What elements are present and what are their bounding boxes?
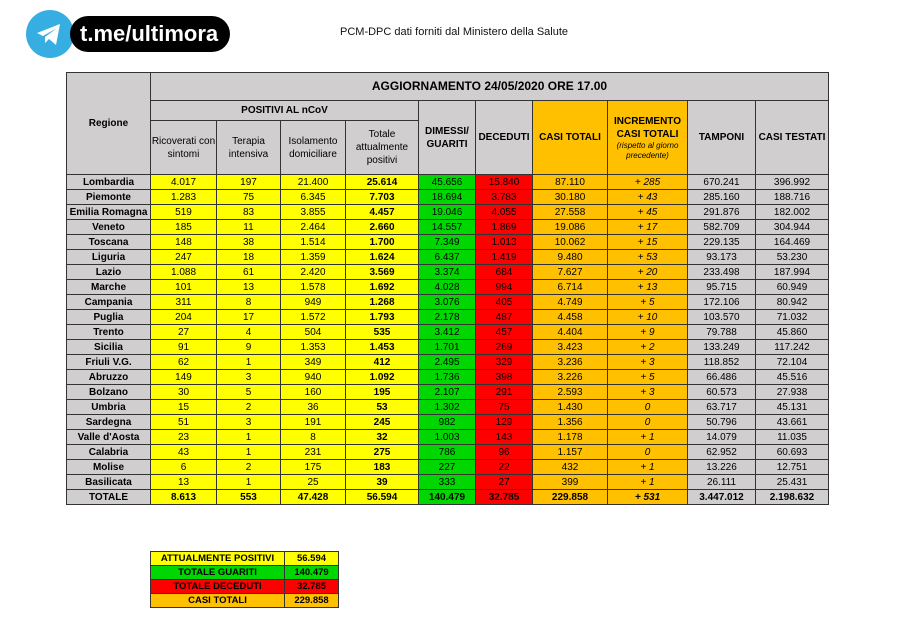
dimessi-cell: 7.349	[419, 235, 476, 250]
tamponi-cell: 229.135	[688, 235, 756, 250]
isolamento-cell: 2.420	[281, 265, 346, 280]
region-name: Toscana	[67, 235, 151, 250]
telegram-icon[interactable]	[26, 10, 74, 58]
isolamento-cell: 3.855	[281, 205, 346, 220]
total-tamponi: 3.447.012	[688, 490, 756, 505]
dimessi-cell: 6.437	[419, 250, 476, 265]
ricoverati-cell: 1.088	[151, 265, 217, 280]
isolamento-cell: 1.572	[281, 310, 346, 325]
deceduti-cell: 75	[476, 400, 533, 415]
region-rows	[67, 175, 829, 490]
totale-positivi-cell: 412	[346, 355, 419, 370]
deceduti-cell: 487	[476, 310, 533, 325]
totale-positivi-cell: 1.624	[346, 250, 419, 265]
ricoverati-cell: 43	[151, 445, 217, 460]
dimessi-cell: 14.557	[419, 220, 476, 235]
isolamento-cell: 8	[281, 430, 346, 445]
totale-positivi-cell: 25.614	[346, 175, 419, 190]
region-name: Basilicata	[67, 475, 151, 490]
isolamento-cell: 940	[281, 370, 346, 385]
totale-positivi-cell: 535	[346, 325, 419, 340]
table-row	[67, 265, 829, 280]
table-row	[67, 280, 829, 295]
casi-totali-cell: 19.086	[533, 220, 608, 235]
tamponi-cell: 79.788	[688, 325, 756, 340]
table-row	[67, 370, 829, 385]
total-deceduti: 32.785	[476, 490, 533, 505]
region-name: Valle d'Aosta	[67, 430, 151, 445]
deceduti-cell: 1.869	[476, 220, 533, 235]
incremento-cell: + 1	[608, 430, 688, 445]
summary-value: 229.858	[285, 594, 339, 608]
total-ricoverati: 8.613	[151, 490, 217, 505]
ricoverati-cell: 27	[151, 325, 217, 340]
region-name: Lazio	[67, 265, 151, 280]
deceduti-cell: 457	[476, 325, 533, 340]
header-casi-totali: CASI TOTALI	[533, 101, 608, 175]
table-row	[67, 355, 829, 370]
casi-testati-cell: 45.516	[756, 370, 829, 385]
casi-totali-cell: 6.714	[533, 280, 608, 295]
dimessi-cell: 4.028	[419, 280, 476, 295]
casi-testati-cell: 60.693	[756, 445, 829, 460]
dimessi-cell: 227	[419, 460, 476, 475]
tamponi-cell: 26.111	[688, 475, 756, 490]
casi-totali-cell: 1.178	[533, 430, 608, 445]
tamponi-cell: 133.249	[688, 340, 756, 355]
header-casi-testati: CASI TESTATI	[756, 101, 829, 175]
isolamento-cell: 1.359	[281, 250, 346, 265]
total-dimessi: 140.479	[419, 490, 476, 505]
total-testati: 2.198.632	[756, 490, 829, 505]
dimessi-cell: 333	[419, 475, 476, 490]
summary-value: 56.594	[285, 552, 339, 566]
summary-label: ATTUALMENTE POSITIVI	[151, 552, 285, 566]
terapia-cell: 9	[217, 340, 281, 355]
ricoverati-cell: 149	[151, 370, 217, 385]
casi-totali-cell: 9.480	[533, 250, 608, 265]
totale-positivi-cell: 4.457	[346, 205, 419, 220]
terapia-cell: 2	[217, 460, 281, 475]
ricoverati-cell: 185	[151, 220, 217, 235]
casi-totali-cell: 1.430	[533, 400, 608, 415]
ricoverati-cell: 23	[151, 430, 217, 445]
deceduti-cell: 684	[476, 265, 533, 280]
casi-testati-cell: 25.431	[756, 475, 829, 490]
table-row	[67, 340, 829, 355]
tamponi-cell: 93.173	[688, 250, 756, 265]
casi-testati-cell: 117.242	[756, 340, 829, 355]
tamponi-cell: 103.570	[688, 310, 756, 325]
region-name: Bolzano	[67, 385, 151, 400]
header-incremento	[608, 101, 688, 175]
casi-testati-cell: 27.938	[756, 385, 829, 400]
isolamento-cell: 25	[281, 475, 346, 490]
deceduti-cell: 4.055	[476, 205, 533, 220]
deceduti-cell: 129	[476, 415, 533, 430]
region-name: Sardegna	[67, 415, 151, 430]
totale-positivi-cell: 3.569	[346, 265, 419, 280]
terapia-cell: 61	[217, 265, 281, 280]
casi-totali-cell: 1.157	[533, 445, 608, 460]
incremento-cell: + 285	[608, 175, 688, 190]
incremento-cell: + 3	[608, 355, 688, 370]
incremento-cell: + 20	[608, 265, 688, 280]
table-row	[67, 295, 829, 310]
casi-totali-cell: 3.226	[533, 370, 608, 385]
dimessi-cell: 786	[419, 445, 476, 460]
summary-table	[150, 551, 339, 608]
terapia-cell: 2	[217, 400, 281, 415]
casi-totali-cell: 399	[533, 475, 608, 490]
total-positivi: 56.594	[346, 490, 419, 505]
table-row	[67, 475, 829, 490]
casi-testati-cell: 60.949	[756, 280, 829, 295]
incremento-cell: + 10	[608, 310, 688, 325]
casi-totali-cell: 2.593	[533, 385, 608, 400]
deceduti-cell: 994	[476, 280, 533, 295]
header-tamponi: TAMPONI	[688, 101, 756, 175]
isolamento-cell: 191	[281, 415, 346, 430]
isolamento-cell: 949	[281, 295, 346, 310]
incremento-cell: + 53	[608, 250, 688, 265]
tamponi-cell: 291.876	[688, 205, 756, 220]
total-row	[67, 490, 829, 505]
isolamento-cell: 504	[281, 325, 346, 340]
dimessi-cell: 3.412	[419, 325, 476, 340]
totale-positivi-cell: 39	[346, 475, 419, 490]
casi-testati-cell: 304.944	[756, 220, 829, 235]
ricoverati-cell: 15	[151, 400, 217, 415]
header-positivi-group: POSITIVI AL nCoV	[151, 101, 419, 121]
tamponi-cell: 233.498	[688, 265, 756, 280]
casi-testati-cell: 43.661	[756, 415, 829, 430]
source-note: PCM-DPC dati forniti dal Ministero della Salute	[340, 26, 569, 38]
table-row	[67, 445, 829, 460]
totale-positivi-cell: 195	[346, 385, 419, 400]
summary-label: TOTALE GUARITI	[151, 566, 285, 580]
ricoverati-cell: 101	[151, 280, 217, 295]
casi-testati-cell: 45.131	[756, 400, 829, 415]
ricoverati-cell: 247	[151, 250, 217, 265]
ricoverati-cell: 519	[151, 205, 217, 220]
casi-totali-cell: 4.404	[533, 325, 608, 340]
incremento-cell: + 17	[608, 220, 688, 235]
casi-testati-cell: 11.035	[756, 430, 829, 445]
isolamento-cell: 1.353	[281, 340, 346, 355]
dimessi-cell: 45.656	[419, 175, 476, 190]
ricoverati-cell: 62	[151, 355, 217, 370]
casi-testati-cell: 45.860	[756, 325, 829, 340]
ricoverati-cell: 13	[151, 475, 217, 490]
region-name: Campania	[67, 295, 151, 310]
summary-row	[151, 566, 339, 580]
dimessi-cell: 1.302	[419, 400, 476, 415]
table-row	[67, 430, 829, 445]
region-name: Emilia Romagna	[67, 205, 151, 220]
ricoverati-cell: 148	[151, 235, 217, 250]
isolamento-cell: 1.578	[281, 280, 346, 295]
terapia-cell: 1	[217, 445, 281, 460]
summary-row	[151, 594, 339, 608]
incremento-cell: 0	[608, 445, 688, 460]
incremento-cell: 0	[608, 415, 688, 430]
isolamento-cell: 6.345	[281, 190, 346, 205]
dimessi-cell: 18.694	[419, 190, 476, 205]
tamponi-cell: 50.796	[688, 415, 756, 430]
totale-positivi-cell: 1.793	[346, 310, 419, 325]
deceduti-cell: 22	[476, 460, 533, 475]
covid-regional-table	[66, 72, 829, 505]
header-deceduti: DECEDUTI	[476, 101, 533, 175]
dimessi-cell: 1.003	[419, 430, 476, 445]
ricoverati-cell: 30	[151, 385, 217, 400]
table-row	[67, 205, 829, 220]
casi-testati-cell: 12.751	[756, 460, 829, 475]
terapia-cell: 1	[217, 430, 281, 445]
ricoverati-cell: 51	[151, 415, 217, 430]
casi-totali-cell: 4.749	[533, 295, 608, 310]
totale-positivi-cell: 1.268	[346, 295, 419, 310]
terapia-cell: 3	[217, 370, 281, 385]
summary-row	[151, 552, 339, 566]
region-name: Marche	[67, 280, 151, 295]
table-row	[67, 175, 829, 190]
tamponi-cell: 582.709	[688, 220, 756, 235]
casi-testati-cell: 53.230	[756, 250, 829, 265]
region-name: Friuli V.G.	[67, 355, 151, 370]
casi-totali-cell: 87.110	[533, 175, 608, 190]
header-terapia: Terapia intensiva	[217, 121, 281, 175]
region-name: Lombardia	[67, 175, 151, 190]
dimessi-cell: 2.178	[419, 310, 476, 325]
tamponi-cell: 14.079	[688, 430, 756, 445]
tamponi-cell: 13.226	[688, 460, 756, 475]
isolamento-cell: 1.514	[281, 235, 346, 250]
casi-totali-cell: 7.627	[533, 265, 608, 280]
incremento-cell: + 3	[608, 385, 688, 400]
casi-totali-cell: 4.458	[533, 310, 608, 325]
header-totale-positivi: Totale attualmente positivi	[346, 121, 419, 175]
total-casi: 229.858	[533, 490, 608, 505]
deceduti-cell: 1.013	[476, 235, 533, 250]
deceduti-cell: 96	[476, 445, 533, 460]
incremento-cell: + 43	[608, 190, 688, 205]
table-row	[67, 220, 829, 235]
header-ricoverati: Ricoverati con sintomi	[151, 121, 217, 175]
terapia-cell: 1	[217, 475, 281, 490]
terapia-cell: 83	[217, 205, 281, 220]
table-row	[67, 325, 829, 340]
isolamento-cell: 36	[281, 400, 346, 415]
terapia-cell: 197	[217, 175, 281, 190]
incremento-cell: + 9	[608, 325, 688, 340]
header-incremento-note: (rispetto al giorno precedente)	[616, 140, 679, 160]
region-name: Trento	[67, 325, 151, 340]
table-row	[67, 415, 829, 430]
region-name: Piemonte	[67, 190, 151, 205]
total-incremento: + 531	[608, 490, 688, 505]
header-dimessi: DIMESSI/ GUARITI	[419, 101, 476, 175]
totale-positivi-cell: 275	[346, 445, 419, 460]
casi-testati-cell: 396.992	[756, 175, 829, 190]
terapia-cell: 4	[217, 325, 281, 340]
dimessi-cell: 3.374	[419, 265, 476, 280]
dimessi-cell: 2.107	[419, 385, 476, 400]
tamponi-cell: 66.486	[688, 370, 756, 385]
table-row	[67, 235, 829, 250]
channel-handle-link[interactable]: t.me/ultimora	[70, 16, 230, 52]
casi-testati-cell: 188.716	[756, 190, 829, 205]
incremento-cell: + 1	[608, 460, 688, 475]
tamponi-cell: 118.852	[688, 355, 756, 370]
terapia-cell: 5	[217, 385, 281, 400]
table-row	[67, 190, 829, 205]
tamponi-cell: 60.573	[688, 385, 756, 400]
table-row	[67, 250, 829, 265]
casi-totali-cell: 3.423	[533, 340, 608, 355]
dimessi-cell: 982	[419, 415, 476, 430]
ricoverati-cell: 4.017	[151, 175, 217, 190]
region-name: Umbria	[67, 400, 151, 415]
total-label: TOTALE	[67, 490, 151, 505]
casi-testati-cell: 80.942	[756, 295, 829, 310]
region-name: Liguria	[67, 250, 151, 265]
summary-label: CASI TOTALI	[151, 594, 285, 608]
casi-testati-cell: 71.032	[756, 310, 829, 325]
summary-value: 32.785	[285, 580, 339, 594]
totale-positivi-cell: 1.092	[346, 370, 419, 385]
totale-positivi-cell: 1.453	[346, 340, 419, 355]
isolamento-cell: 231	[281, 445, 346, 460]
region-name: Veneto	[67, 220, 151, 235]
terapia-cell: 1	[217, 355, 281, 370]
deceduti-cell: 398	[476, 370, 533, 385]
casi-testati-cell: 187.994	[756, 265, 829, 280]
casi-totali-cell: 30.180	[533, 190, 608, 205]
deceduti-cell: 27	[476, 475, 533, 490]
totale-positivi-cell: 32	[346, 430, 419, 445]
incremento-cell: + 1	[608, 475, 688, 490]
header-incremento-label: INCREMENTO CASI TOTALI	[613, 115, 682, 140]
totale-positivi-cell: 7.703	[346, 190, 419, 205]
terapia-cell: 18	[217, 250, 281, 265]
terapia-cell: 3	[217, 415, 281, 430]
isolamento-cell: 2.464	[281, 220, 346, 235]
totale-positivi-cell: 53	[346, 400, 419, 415]
incremento-cell: + 13	[608, 280, 688, 295]
terapia-cell: 38	[217, 235, 281, 250]
incremento-cell: + 5	[608, 295, 688, 310]
totale-positivi-cell: 183	[346, 460, 419, 475]
ricoverati-cell: 1.283	[151, 190, 217, 205]
dimessi-cell: 19.046	[419, 205, 476, 220]
tamponi-cell: 172.106	[688, 295, 756, 310]
deceduti-cell: 15.840	[476, 175, 533, 190]
isolamento-cell: 175	[281, 460, 346, 475]
summary-label: TOTALE DECEDUTI	[151, 580, 285, 594]
terapia-cell: 11	[217, 220, 281, 235]
dimessi-cell: 1.736	[419, 370, 476, 385]
deceduti-cell: 329	[476, 355, 533, 370]
table-row	[67, 310, 829, 325]
incremento-cell: + 2	[608, 340, 688, 355]
isolamento-cell: 349	[281, 355, 346, 370]
ricoverati-cell: 204	[151, 310, 217, 325]
incremento-cell: + 45	[608, 205, 688, 220]
region-name: Sicilia	[67, 340, 151, 355]
tamponi-cell: 670.241	[688, 175, 756, 190]
deceduti-cell: 291	[476, 385, 533, 400]
terapia-cell: 13	[217, 280, 281, 295]
deceduti-cell: 1.419	[476, 250, 533, 265]
deceduti-cell: 143	[476, 430, 533, 445]
deceduti-cell: 405	[476, 295, 533, 310]
tamponi-cell: 63.717	[688, 400, 756, 415]
casi-totali-cell: 3.236	[533, 355, 608, 370]
summary-row	[151, 580, 339, 594]
region-name: Molise	[67, 460, 151, 475]
table-row	[67, 385, 829, 400]
tamponi-cell: 62.952	[688, 445, 756, 460]
casi-totali-cell: 432	[533, 460, 608, 475]
incremento-cell: + 15	[608, 235, 688, 250]
ricoverati-cell: 311	[151, 295, 217, 310]
dimessi-cell: 1.701	[419, 340, 476, 355]
total-isolamento: 47.428	[281, 490, 346, 505]
table-row	[67, 400, 829, 415]
tamponi-cell: 285.160	[688, 190, 756, 205]
region-name: Puglia	[67, 310, 151, 325]
update-title: AGGIORNAMENTO 24/05/2020 ORE 17.00	[151, 73, 829, 101]
terapia-cell: 75	[217, 190, 281, 205]
incremento-cell: 0	[608, 400, 688, 415]
casi-testati-cell: 164.469	[756, 235, 829, 250]
casi-totali-cell: 1.356	[533, 415, 608, 430]
ricoverati-cell: 6	[151, 460, 217, 475]
deceduti-cell: 3.783	[476, 190, 533, 205]
page-header	[0, 0, 900, 60]
deceduti-cell: 269	[476, 340, 533, 355]
ricoverati-cell: 91	[151, 340, 217, 355]
header-isolamento: Isolamento domiciliare	[281, 121, 346, 175]
totale-positivi-cell: 2.660	[346, 220, 419, 235]
summary-value: 140.479	[285, 566, 339, 580]
region-name: Abruzzo	[67, 370, 151, 385]
isolamento-cell: 21.400	[281, 175, 346, 190]
total-terapia: 553	[217, 490, 281, 505]
incremento-cell: + 5	[608, 370, 688, 385]
terapia-cell: 17	[217, 310, 281, 325]
totale-positivi-cell: 245	[346, 415, 419, 430]
header-regione: Regione	[67, 73, 151, 175]
isolamento-cell: 160	[281, 385, 346, 400]
totale-positivi-cell: 1.692	[346, 280, 419, 295]
region-name: Calabria	[67, 445, 151, 460]
casi-totali-cell: 10.062	[533, 235, 608, 250]
dimessi-cell: 3.076	[419, 295, 476, 310]
dimessi-cell: 2.495	[419, 355, 476, 370]
terapia-cell: 8	[217, 295, 281, 310]
casi-totali-cell: 27.558	[533, 205, 608, 220]
table-row	[67, 460, 829, 475]
casi-testati-cell: 72.104	[756, 355, 829, 370]
casi-testati-cell: 182.002	[756, 205, 829, 220]
totale-positivi-cell: 1.700	[346, 235, 419, 250]
tamponi-cell: 95.715	[688, 280, 756, 295]
